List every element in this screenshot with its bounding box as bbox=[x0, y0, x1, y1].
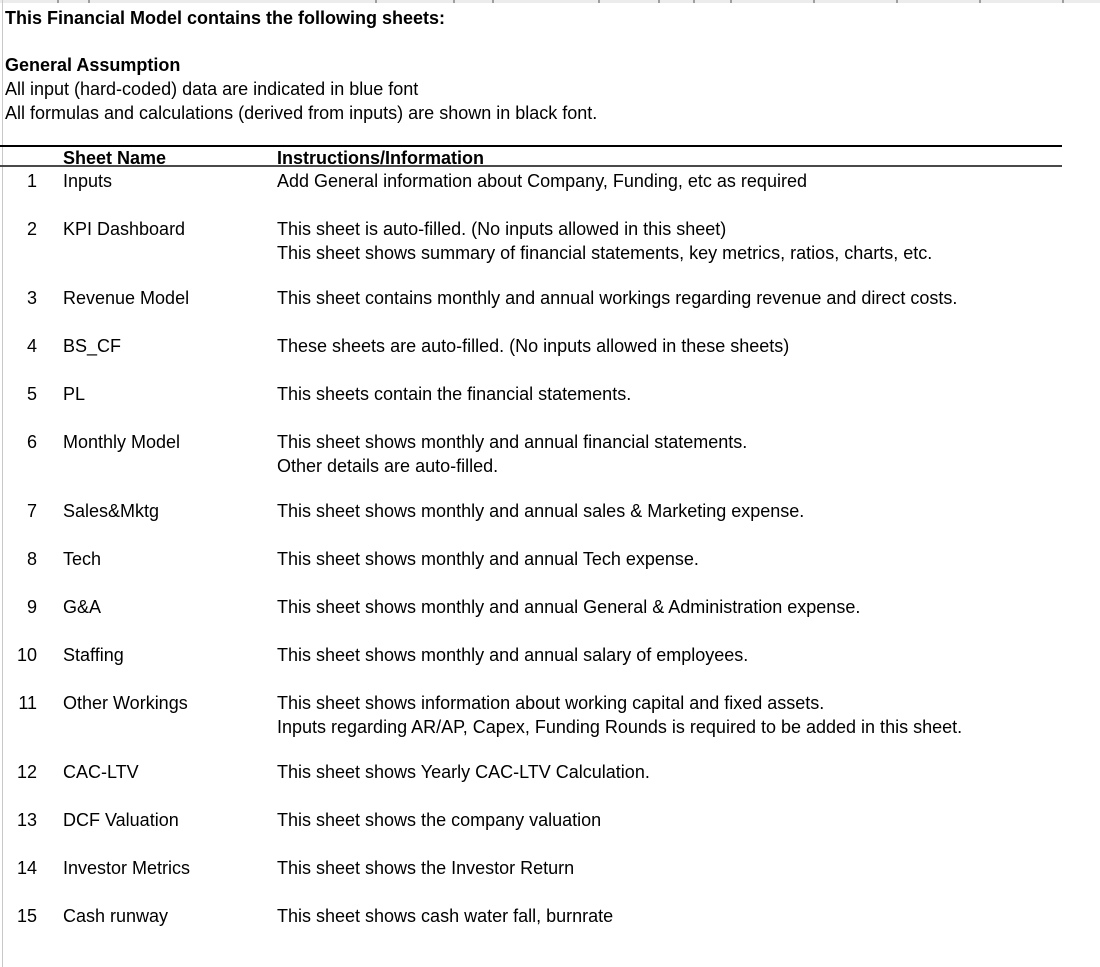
instructions-line: This sheet shows monthly and annual Tech expense. bbox=[277, 549, 699, 569]
instructions-line: This sheets contain the financial statements. bbox=[277, 384, 632, 404]
gridline-tick bbox=[598, 0, 600, 3]
row-number-cell[interactable]: 4 bbox=[26, 336, 37, 356]
instructions-cell[interactable] bbox=[277, 904, 1100, 928]
instructions-line: This sheet shows monthly and annual sales & Marketing expense. bbox=[277, 501, 805, 521]
sheet-name-cell[interactable]: Other Workings bbox=[63, 693, 188, 713]
sheet-name-cell[interactable]: G&A bbox=[63, 597, 102, 617]
instructions-cell[interactable] bbox=[277, 286, 1100, 310]
instructions-cell[interactable] bbox=[277, 382, 1100, 406]
sheet-name-cell[interactable]: KPI Dashboard bbox=[63, 219, 186, 239]
row-number-cell[interactable]: 6 bbox=[26, 432, 37, 452]
table-row bbox=[0, 547, 1100, 571]
instructions-line: This sheet shows Yearly CAC-LTV Calculation. bbox=[277, 762, 650, 782]
instructions-line: This sheet shows monthly and annual financial statements. bbox=[277, 432, 748, 452]
instructions-line: This sheet shows the Investor Return bbox=[277, 858, 575, 878]
sheet-name-cell[interactable]: Inputs bbox=[63, 171, 113, 191]
table-row bbox=[0, 382, 1100, 406]
instructions-cell[interactable] bbox=[277, 430, 1100, 478]
row-number-cell[interactable]: 13 bbox=[16, 810, 37, 830]
instructions-line: This sheet contains monthly and annual workings regarding revenue and direct costs. bbox=[277, 288, 958, 308]
column-header-instructions[interactable]: Instructions/Information bbox=[277, 148, 484, 168]
table-row bbox=[0, 760, 1100, 784]
sheet-index-document bbox=[0, 6, 1100, 952]
instructions-cell[interactable] bbox=[277, 499, 1100, 523]
instructions-line: This sheet shows cash water fall, burnrate bbox=[277, 906, 614, 926]
sheet-name-cell[interactable]: Monthly Model bbox=[63, 432, 181, 452]
instructions-cell[interactable] bbox=[277, 808, 1100, 832]
sheet-name-cell[interactable]: Tech bbox=[63, 549, 102, 569]
table-header-row bbox=[0, 145, 1062, 167]
sheet-name-cell[interactable]: Investor Metrics bbox=[63, 858, 191, 878]
instructions-line: This sheet shows the company valuation bbox=[277, 810, 602, 830]
instructions-line: This sheet shows summary of financial statements, key metrics, ratios, charts, etc. bbox=[277, 243, 933, 263]
sheet-name-cell[interactable]: CAC-LTV bbox=[63, 762, 139, 782]
instructions-cell[interactable] bbox=[277, 334, 1100, 358]
page-title[interactable]: This Financial Model contains the following sheets: bbox=[5, 8, 446, 28]
gridline-tick bbox=[979, 0, 981, 3]
gridline-tick bbox=[1062, 0, 1064, 3]
instructions-line: This sheet is auto-filled. (No inputs allowed in this sheet) bbox=[277, 219, 727, 239]
row-number-cell[interactable]: 9 bbox=[26, 597, 37, 617]
instructions-line: Add General information about Company, Funding, etc as required bbox=[277, 171, 807, 191]
sheet-name-cell[interactable]: DCF Valuation bbox=[63, 810, 179, 830]
table-row bbox=[0, 691, 1100, 739]
table-row bbox=[0, 286, 1100, 310]
note-blue-font[interactable]: All input (hard-coded) data are indicated in blue font bbox=[5, 79, 419, 99]
row-number-cell[interactable]: 14 bbox=[16, 858, 37, 878]
instructions-line: Other details are auto-filled. bbox=[277, 456, 499, 476]
instructions-cell[interactable] bbox=[277, 169, 1100, 193]
sheet-name-cell[interactable]: Cash runway bbox=[63, 906, 169, 926]
table-row bbox=[0, 169, 1100, 193]
row-number-cell[interactable]: 8 bbox=[26, 549, 37, 569]
instructions-line: Inputs regarding AR/AP, Capex, Funding Rounds is required to be added in this sheet. bbox=[277, 717, 963, 737]
row-number-cell[interactable]: 3 bbox=[26, 288, 37, 308]
column-header-sheet-name[interactable]: Sheet Name bbox=[63, 148, 167, 168]
gridline-tick bbox=[693, 0, 695, 3]
instructions-cell[interactable] bbox=[277, 760, 1100, 784]
instructions-cell[interactable] bbox=[277, 595, 1100, 619]
instructions-cell[interactable] bbox=[277, 691, 1100, 739]
sheet-table-rows bbox=[0, 169, 1100, 928]
instructions-line: This sheet shows monthly and annual General & Administration expense. bbox=[277, 597, 861, 617]
table-row bbox=[0, 856, 1100, 880]
instructions-cell[interactable] bbox=[277, 856, 1100, 880]
row-number-cell[interactable]: 10 bbox=[16, 645, 37, 665]
table-row bbox=[0, 643, 1100, 667]
gridline-tick bbox=[813, 0, 815, 3]
section-heading[interactable]: General Assumption bbox=[5, 55, 181, 75]
gridline-tick bbox=[896, 0, 898, 3]
instructions-line: This sheet shows monthly and annual salary of employees. bbox=[277, 645, 749, 665]
table-row bbox=[0, 217, 1100, 265]
instructions-cell[interactable] bbox=[277, 217, 1100, 265]
sheet-name-cell[interactable]: Revenue Model bbox=[63, 288, 190, 308]
gridline-tick bbox=[57, 0, 59, 3]
header-spacer bbox=[0, 147, 63, 165]
instructions-cell[interactable] bbox=[277, 643, 1100, 667]
table-row bbox=[0, 904, 1100, 928]
row-number-cell[interactable]: 7 bbox=[26, 501, 37, 521]
row-number-cell[interactable]: 1 bbox=[26, 171, 37, 191]
note-black-font[interactable]: All formulas and calculations (derived from inputs) are shown in black font. bbox=[5, 103, 598, 123]
gridline-tick bbox=[88, 0, 90, 3]
gridline-tick bbox=[375, 0, 377, 3]
sheet-name-cell[interactable]: BS_CF bbox=[63, 336, 122, 356]
row-number-cell[interactable]: 11 bbox=[18, 693, 37, 713]
table-row bbox=[0, 499, 1100, 523]
row-number-cell[interactable]: 2 bbox=[26, 219, 37, 239]
instructions-cell[interactable] bbox=[277, 547, 1100, 571]
gridline-tick bbox=[492, 0, 494, 3]
gridline-tick bbox=[453, 0, 455, 3]
row-number-cell[interactable]: 12 bbox=[16, 762, 37, 782]
row-number-cell[interactable]: 15 bbox=[16, 906, 37, 926]
sheet-name-cell[interactable]: Sales&Mktg bbox=[63, 501, 160, 521]
spreadsheet-gridline-strip bbox=[0, 0, 1100, 3]
sheet-name-cell[interactable]: PL bbox=[63, 384, 86, 404]
table-row bbox=[0, 595, 1100, 619]
instructions-line: These sheets are auto-filled. (No inputs allowed in these sheets) bbox=[277, 336, 790, 356]
gridline-tick bbox=[658, 0, 660, 3]
instructions-line: This sheet shows information about working capital and fixed assets. bbox=[277, 693, 825, 713]
table-row bbox=[0, 334, 1100, 358]
gridline-tick bbox=[730, 0, 732, 3]
sheet-name-cell[interactable]: Staffing bbox=[63, 645, 124, 665]
table-row bbox=[0, 430, 1100, 478]
row-number-cell[interactable]: 5 bbox=[26, 384, 37, 404]
table-row bbox=[0, 808, 1100, 832]
